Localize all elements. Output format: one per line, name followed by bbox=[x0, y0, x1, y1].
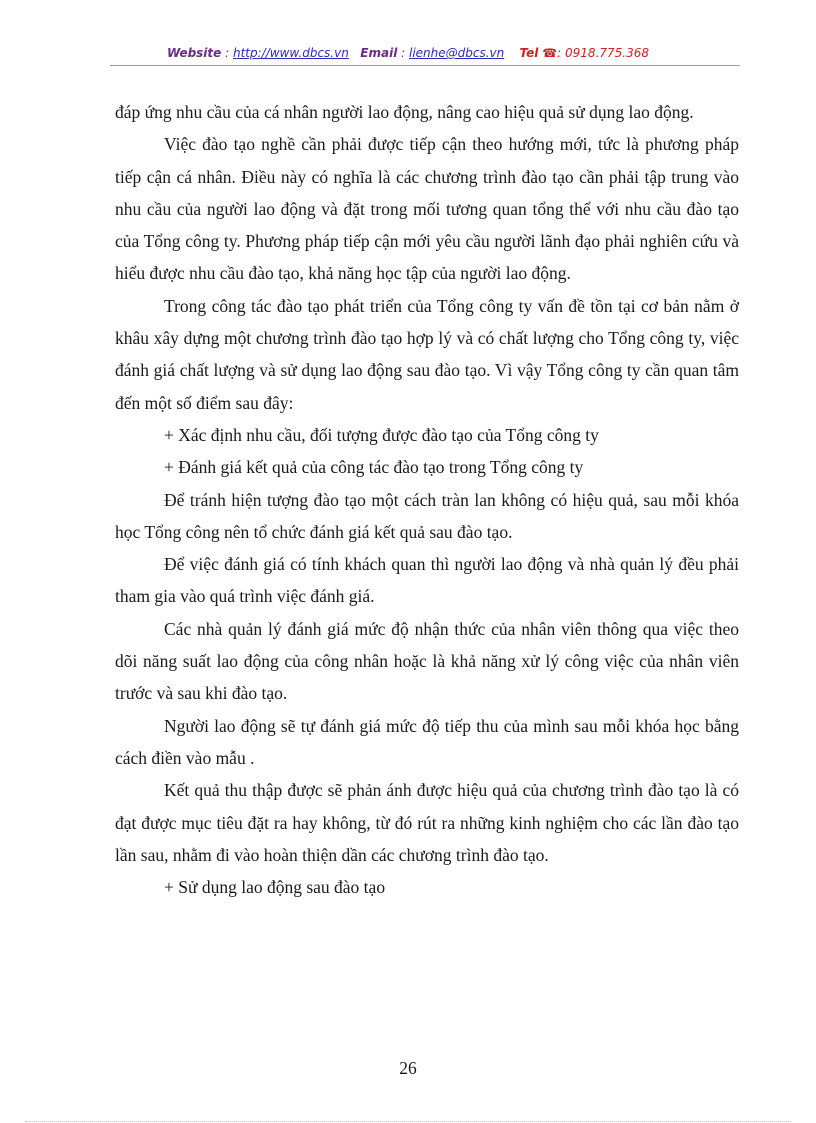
list-item: + Sử dụng lao động sau đào tạo bbox=[164, 877, 386, 898]
list-item: + Đánh giá kết quả của công tác đào tạo trong Tổng công ty bbox=[164, 457, 584, 478]
page-number: 26 bbox=[399, 1058, 417, 1078]
paragraph: Để tránh hiện tượng đào tạo một cách tràn lan không có hiệu quả, sau mỗi khóa học Tổng công nên tổ chức đánh giá kết quả sau đào tạo. bbox=[115, 489, 739, 542]
website-label: Website bbox=[166, 46, 222, 60]
page-header bbox=[0, 46, 816, 60]
paragraph: đáp ứng nhu cầu của cá nhân người lao động, nâng cao hiệu quả sử dụng lao động. bbox=[115, 102, 694, 122]
website-separator: : bbox=[221, 46, 233, 60]
paragraph: Để việc đánh giá có tính khách quan thì người lao động và nhà quản lý đều phải tham gia vào quá trình việc đánh giá. bbox=[115, 554, 739, 607]
paragraph: Kết quả thu thập được sẽ phản ánh được hiệu quả của chương trình đào tạo là có đạt được mục tiêu đặt ra hay không, từ đó rút ra những kinh nghiệm cho các lần đào tạo lần sau, nhằm đi vào hoàn thiện dần các chương trình đào tạo. bbox=[115, 780, 739, 865]
email-label: Email bbox=[360, 46, 398, 60]
website-link[interactable]: http://www.dbcs.vn bbox=[232, 46, 349, 60]
paragraph: Việc đào tạo nghề cần phải được tiếp cận theo hướng mới, tức là phương pháp tiếp cận cá nhân. Điều này có nghĩa là các chương trình đào tạo cần phải tập trung vào nhu cầu của người lao động và đặt trong mối tương quan tổng thể với nhu cầu đào tạo của Tổng công ty. Phương pháp tiếp cận mới yêu cầu người lãnh đạo phải nghiên cứu và hiểu được nhu cầu đào tạo, khả năng học tập của người lao động. bbox=[115, 134, 739, 284]
paragraph: Các nhà quản lý đánh giá mức độ nhận thức của nhân viên thông qua việc theo dõi năng suất lao động của công nhân hoặc là khả năng xử lý công việc của nhân viên trước và sau khi đào tạo. bbox=[115, 618, 739, 704]
tel-label: Tel bbox=[519, 46, 539, 60]
paragraph: Người lao động sẽ tự đánh giá mức độ tiếp thu của mình sau mỗi khóa học bằng cách điền vào mẫu . bbox=[115, 715, 739, 768]
paragraph: Trong công tác đào tạo phát triển của Tổng công ty vấn đề tồn tại cơ bản nằm ở khâu xây dựng một chương trình đào tạo hợp lý và có chất lượng cho Tổng công ty, việc đánh giá chất lượng và sử dụng lao động sau đào tạo. Vì vậy Tổng công ty cần quan tâm đến một số điểm sau đây: bbox=[115, 295, 739, 413]
email-separator: : bbox=[397, 46, 409, 60]
header-divider bbox=[110, 65, 740, 66]
list-item: + Xác định nhu cầu, đối tượng được đào tạo của Tổng công ty bbox=[164, 424, 599, 445]
email-link[interactable]: lienhe@dbcs.vn bbox=[408, 46, 505, 60]
phone-icon: ☎ bbox=[542, 46, 558, 60]
page-bottom-border bbox=[25, 1121, 791, 1122]
document-body bbox=[115, 96, 739, 903]
phone-number: : 0918.775.368 bbox=[557, 46, 650, 60]
